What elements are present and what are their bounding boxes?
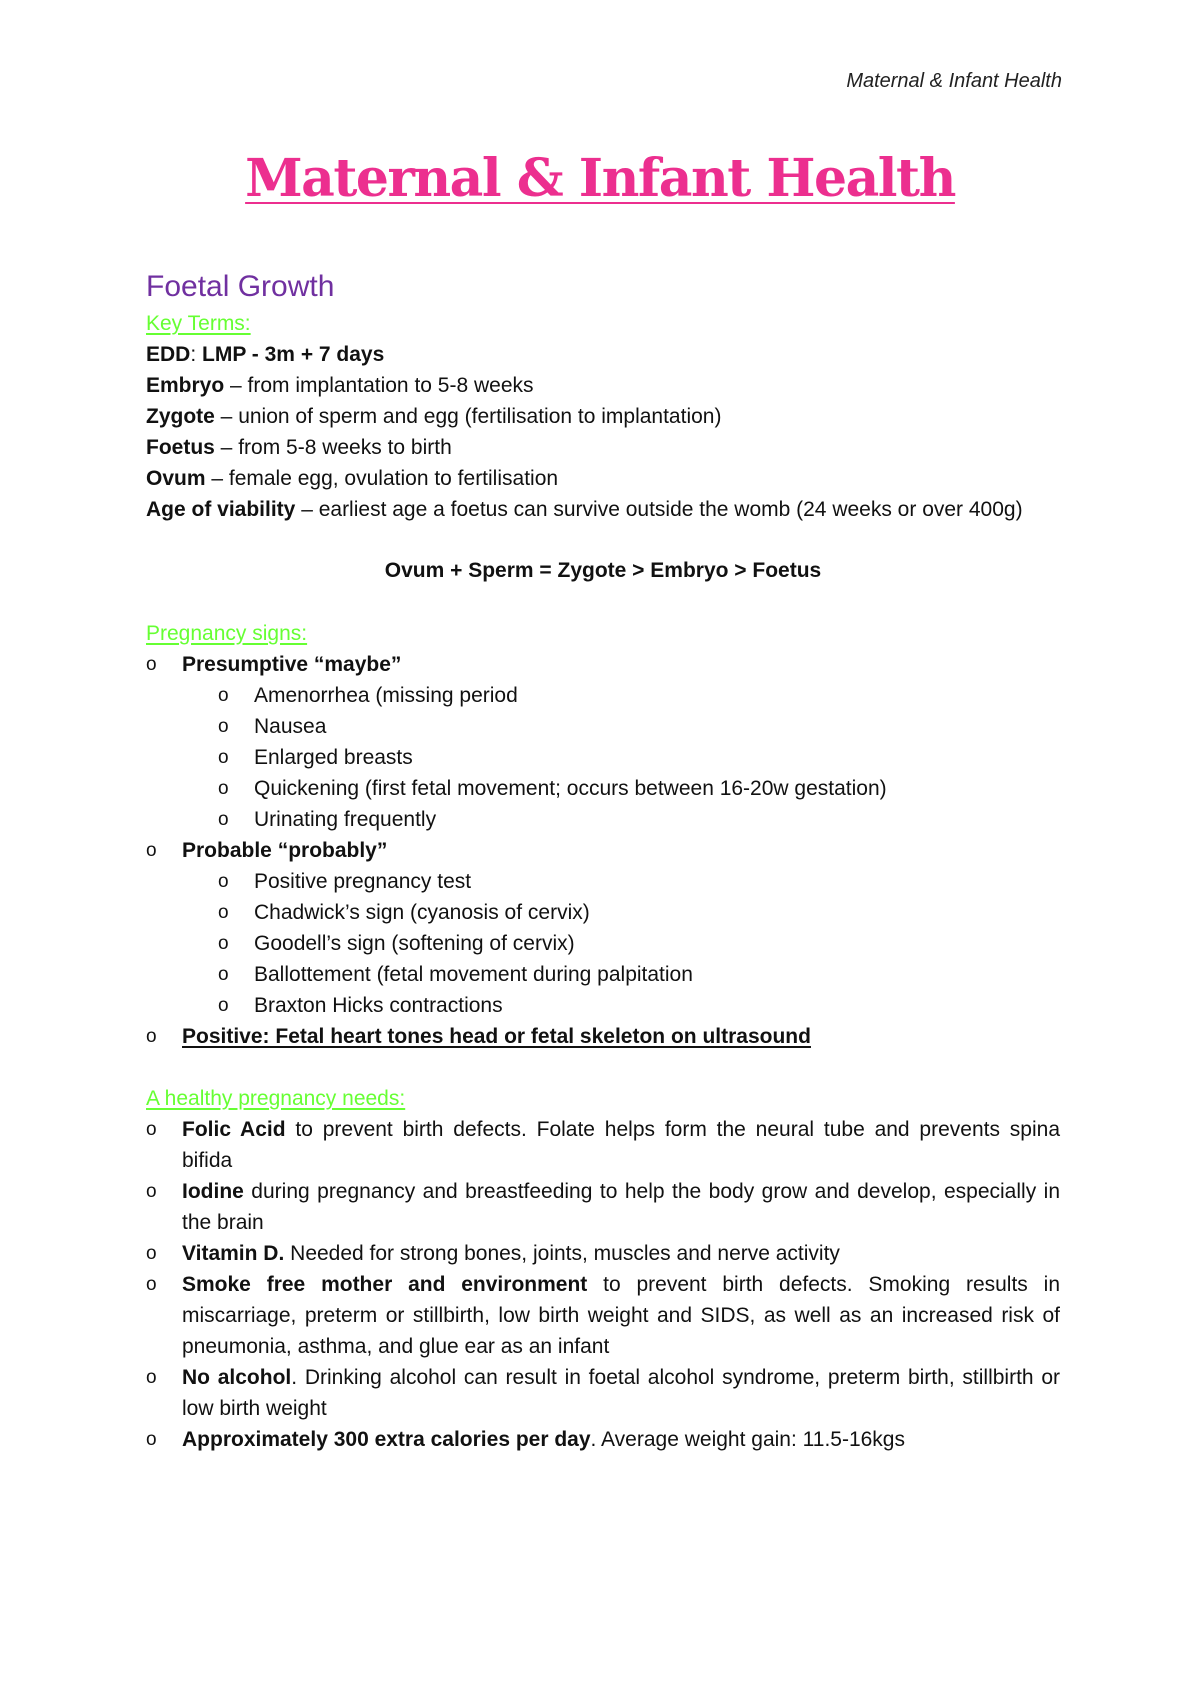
list-item-text: Enlarged breasts <box>254 746 413 769</box>
need-name: Smoke free mother and environment <box>182 1273 588 1296</box>
key-term-definition: – earliest age a foetus can survive outside the womb (24 weeks or over 400g) <box>295 498 1023 521</box>
list-item <box>146 1238 1060 1269</box>
list-item-text: Braxton Hicks contractions <box>254 994 503 1017</box>
key-terms-heading: Key Terms: <box>146 312 251 335</box>
running-header: Maternal & Infant Health <box>846 70 1062 92</box>
key-term-name: Age of viability <box>146 498 296 521</box>
need-name: No alcohol <box>182 1366 292 1389</box>
bullet-icon: o <box>218 716 229 737</box>
probable-label: Probable “probably” <box>182 839 388 862</box>
key-term-name: Embryo <box>146 374 225 397</box>
bullet-icon: o <box>146 1026 157 1047</box>
need-name: Approximately 300 extra calories per day <box>182 1428 591 1451</box>
list-item <box>182 897 1060 928</box>
bullet-icon: o <box>146 1181 157 1202</box>
bullet-icon: o <box>218 685 229 706</box>
list-item <box>182 680 1060 711</box>
list-item-text: Nausea <box>254 715 327 738</box>
key-term <box>146 401 1060 432</box>
list-item-text: Chadwick’s sign (cyanosis of cervix) <box>254 901 590 924</box>
key-term-definition: – union of sperm and egg (fertilisation to implantation) <box>214 405 722 428</box>
document-body <box>146 268 1060 1455</box>
list-item <box>182 928 1060 959</box>
list-item-text: Urinating frequently <box>254 808 437 831</box>
key-term <box>146 463 1060 494</box>
healthy-pregnancy-list <box>146 1114 1060 1455</box>
healthy-pregnancy-heading: A healthy pregnancy needs: <box>146 1087 406 1110</box>
bullet-icon: o <box>218 747 229 768</box>
pregnancy-signs-heading: Pregnancy signs: <box>146 622 308 645</box>
bullet-icon: o <box>218 871 229 892</box>
key-term-definition: – from implantation to 5-8 weeks <box>224 374 534 397</box>
list-item <box>146 1114 1060 1176</box>
presumptive-signs <box>146 649 1060 835</box>
list-item-text: Positive pregnancy test <box>254 870 472 893</box>
edd-colon: : <box>190 343 197 366</box>
key-term-name: Zygote <box>146 405 215 428</box>
bullet-icon: o <box>218 995 229 1016</box>
need-name: Vitamin D. <box>182 1242 285 1265</box>
edd-line <box>146 339 1060 370</box>
list-item <box>182 711 1060 742</box>
need-text: . Drinking alcohol can result in foetal alcohol syndrome, preterm birth, stillbirth or low birth weight <box>182 1366 1060 1420</box>
list-item <box>146 1176 1060 1238</box>
bullet-icon: o <box>146 1243 157 1264</box>
list-item <box>146 1269 1060 1362</box>
list-item-text: Goodell’s sign (softening of cervix) <box>254 932 575 955</box>
presumptive-list <box>182 680 1060 835</box>
list-item-text: Amenorrhea (missing period <box>254 684 518 707</box>
bullet-icon: o <box>218 809 229 830</box>
need-name: Folic Acid <box>182 1118 286 1141</box>
list-item <box>182 804 1060 835</box>
need-text: to prevent birth defects. Folate helps form the neural tube and prevents spina bifida <box>182 1118 1060 1172</box>
need-text: Needed for strong bones, joints, muscles and nerve activity <box>284 1242 840 1265</box>
bullet-icon: o <box>146 1429 157 1450</box>
need-text: during pregnancy and breastfeeding to help the body grow and develop, especially in the brain <box>182 1180 1060 1234</box>
probable-list <box>182 866 1060 1021</box>
list-item <box>146 1424 1060 1455</box>
bullet-icon: o <box>146 1119 157 1140</box>
list-item-text: Quickening (first fetal movement; occurs between 16-20w gestation) <box>254 777 887 800</box>
bullet-icon: o <box>218 933 229 954</box>
key-terms-list <box>146 370 1060 525</box>
bullet-icon: o <box>146 840 157 861</box>
bullet-icon: o <box>218 778 229 799</box>
need-name: Iodine <box>182 1180 244 1203</box>
key-term-definition: – female egg, ovulation to fertilisation <box>205 467 559 490</box>
list-item <box>182 773 1060 804</box>
pregnancy-signs-list <box>146 649 1060 1052</box>
key-term <box>146 432 1060 463</box>
key-term <box>146 494 1060 525</box>
document-title: Maternal & Infant Health <box>245 148 955 209</box>
presumptive-label: Presumptive “maybe” <box>182 653 402 676</box>
section-heading: Foetal Growth <box>146 270 335 303</box>
list-item <box>182 742 1060 773</box>
positive-label: Positive: Fetal heart tones head or fetal skeleton on ultrasound <box>182 1025 811 1048</box>
key-term <box>146 370 1060 401</box>
bullet-icon: o <box>146 654 157 675</box>
bullet-icon: o <box>218 902 229 923</box>
need-text: to prevent birth defects. Smoking results in miscarriage, preterm or stillbirth, low birth weight and SIDS, as well as an increased risk of pneumonia, asthma, and glue ear as an infant <box>182 1273 1060 1358</box>
list-item <box>182 866 1060 897</box>
list-item <box>182 959 1060 990</box>
key-term-name: Ovum <box>146 467 206 490</box>
need-text: . Average weight gain: 11.5-16kgs <box>590 1428 905 1451</box>
list-item <box>146 1362 1060 1424</box>
positive-signs <box>146 1021 1060 1052</box>
edd-formula: LMP - 3m + 7 days <box>196 343 385 366</box>
probable-signs <box>146 835 1060 1021</box>
list-item <box>182 990 1060 1021</box>
list-item-text: Ballottement (fetal movement during palpitation <box>254 963 693 986</box>
bullet-icon: o <box>146 1274 157 1295</box>
key-term-name: Foetus <box>146 436 215 459</box>
bullet-icon: o <box>218 964 229 985</box>
key-term-definition: – from 5-8 weeks to birth <box>214 436 452 459</box>
bullet-icon: o <box>146 1367 157 1388</box>
development-sequence: Ovum + Sperm = Zygote > Embryo > Foetus <box>384 559 822 582</box>
edd-term: EDD <box>146 343 191 366</box>
